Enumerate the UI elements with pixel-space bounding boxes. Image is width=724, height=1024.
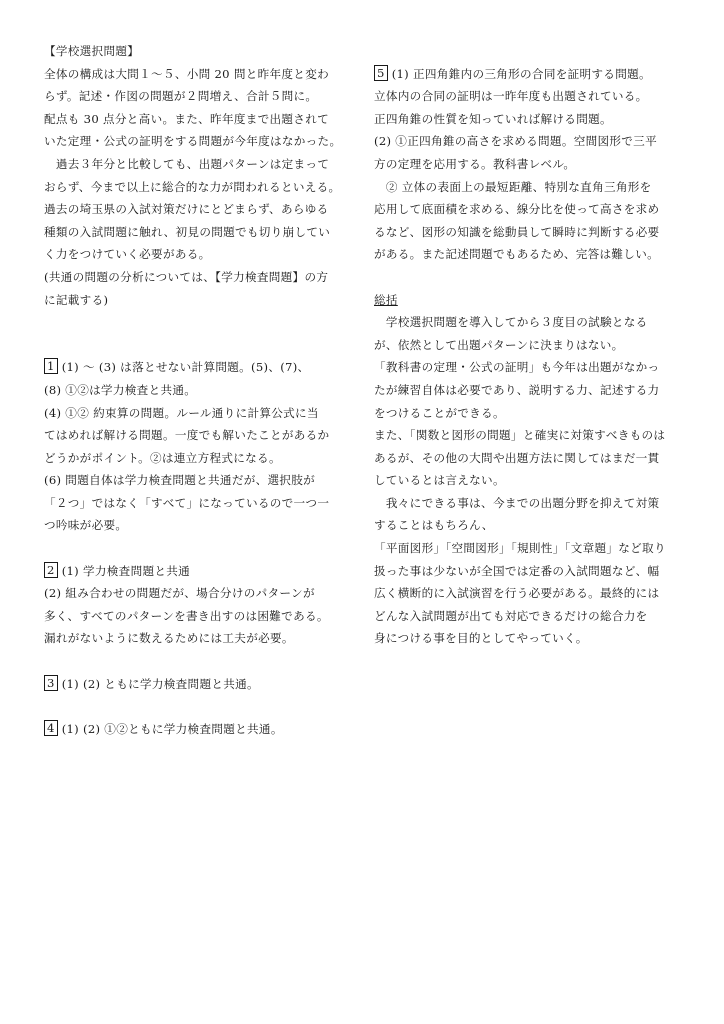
question-text: 漏れがないように数えるためには工夫が必要。 <box>44 631 294 646</box>
question-text: (8) ①②は学力検査と共通。 <box>44 382 197 397</box>
summary-line: 「平面図形」「空間図形」「規則性」「文章題」など取り <box>374 541 666 556</box>
question-text: 正四角錐の性質を知っていれば解ける問題。 <box>374 111 612 126</box>
overview-line: 全体の構成は大問１～５、小問 20 問と昨年度と変わ <box>44 66 329 81</box>
overview-line: に記載する) <box>44 292 109 307</box>
overview-line: いた定理・公式の証明をする問題が今年度はなかった。 <box>44 134 342 149</box>
overview-line: く力をつけていく必要がある。 <box>44 247 211 262</box>
summary-line: あるが、その他の大問や出題方法に関してはまだ一貫 <box>374 450 660 465</box>
summary-line: 学校選択問題を導入してから３度目の試験となる <box>374 315 648 330</box>
question-text: (4) ①② 約束算の問題。ルール通りに計算公式に当 <box>44 405 319 420</box>
school-selection-overview <box>44 40 360 311</box>
question-text: がある。また記述問題でもあるため、完答は難しい。 <box>374 247 659 262</box>
summary-line: 広く横断的に入試演習を行う必要がある。最終的には <box>374 586 660 601</box>
summary-heading: 総括 <box>374 292 398 307</box>
summary-section <box>374 289 684 651</box>
question-text: どうかがポイント。②は連立方程式になる。 <box>44 450 281 465</box>
overview-line: 配点も 30 点分と高い。また、昨年度まで出題されて <box>44 111 329 126</box>
overview-line: らず。記述・作図の問題が２問増え、合計５問に。 <box>44 89 318 104</box>
question-text: (2) ①正四角錐の高さを求める問題。空間図形で三平 <box>374 134 657 149</box>
question-2-section <box>44 560 360 650</box>
question-text: ② 立体の表面上の最短距離、特別な直角三角形を <box>374 179 652 194</box>
question-text: (1) 正四角錐内の三角形の合同を証明する問題。 <box>391 66 651 81</box>
summary-line: 「教科書の定理・公式の証明」も今年は出題がなかっ <box>374 360 660 375</box>
question-1-section <box>44 356 360 537</box>
question-number-box: 1 <box>44 358 58 374</box>
overview-line: 過去３年分と比較しても、出題パターンは定まって <box>44 156 330 171</box>
summary-line: が、依然として出題パターンに決まりはない。 <box>374 337 624 352</box>
question-text: (1) ～ (3) は落とせない計算問題。(5)、(7)、 <box>61 360 310 375</box>
overview-line: 種類の入試問題に触れ、初見の問題でも切り崩してい <box>44 224 331 239</box>
question-text: 方の定理を応用する。教科書レベル。 <box>374 156 576 171</box>
summary-line: 身につける事を目的としてやっていく。 <box>374 631 588 646</box>
question-text: るなど、図形の知識を総動員して瞬時に判断する必要 <box>374 224 660 239</box>
summary-line: たが練習自体は必要であり、説明する力、記述する力 <box>374 382 660 397</box>
summary-line: どんな入試問題が出ても対応できるだけの総合力を <box>374 608 648 623</box>
summary-line: をつけることができる。 <box>374 405 505 420</box>
question-number-box: 4 <box>44 720 58 736</box>
overview-line: 過去の埼玉県の入試対策だけにとどまらず、あらゆる <box>44 202 329 217</box>
question-text: 応用して底面積を求める、線分比を使って高さを求め <box>374 202 660 217</box>
question-text: (2) 組み合わせの問題だが、場合分けのパターンが <box>44 586 315 601</box>
question-3-section <box>44 673 360 696</box>
summary-line: 扱った事は少ないが全国では定番の入試問題など、幅 <box>374 563 660 578</box>
question-text: (1) 学力検査問題と共通 <box>61 563 191 578</box>
question-text: (1) (2) ①②ともに学力検査問題と共通。 <box>61 721 283 736</box>
summary-line: しているとは言えない。 <box>374 473 505 488</box>
question-number-box: 2 <box>44 562 58 578</box>
question-text: 多く、すべてのパターンを書き出すのは困難である。 <box>44 608 329 623</box>
question-text: (1) (2) ともに学力検査問題と共通。 <box>61 676 259 691</box>
summary-line: また、「関数と図形の問題」と確実に対策すべきものは <box>374 428 666 443</box>
question-number-box: 5 <box>374 65 388 81</box>
section-title: 【学校選択問題】 <box>44 44 140 58</box>
question-5-section <box>374 63 684 266</box>
summary-line: することはもちろん、 <box>374 518 494 533</box>
question-text: 「２つ」ではなく「すべて」になっているので一つ一 <box>44 495 330 510</box>
question-text: つ吟味が必要。 <box>44 518 128 533</box>
question-text: てはめれば解ける問題。一度でも解いたことがあるか <box>44 428 330 443</box>
question-4-section <box>44 718 360 741</box>
question-text: 立体内の合同の証明は一昨年度も出題されている。 <box>374 89 648 104</box>
overview-line: おらず、今まで以上に総合的な力が問われるといえる。 <box>44 179 341 194</box>
summary-line: 我々にできる事は、今までの出題分野を抑えて対策 <box>374 495 660 510</box>
left-column <box>44 40 360 740</box>
question-number-box: 3 <box>44 675 58 691</box>
question-text: (6) 問題自体は学力検査問題と共通だが、選択肢が <box>44 473 316 488</box>
overview-line: (共通の問題の分析については、【学力検査問題】の方 <box>44 269 329 284</box>
right-column <box>374 40 684 650</box>
